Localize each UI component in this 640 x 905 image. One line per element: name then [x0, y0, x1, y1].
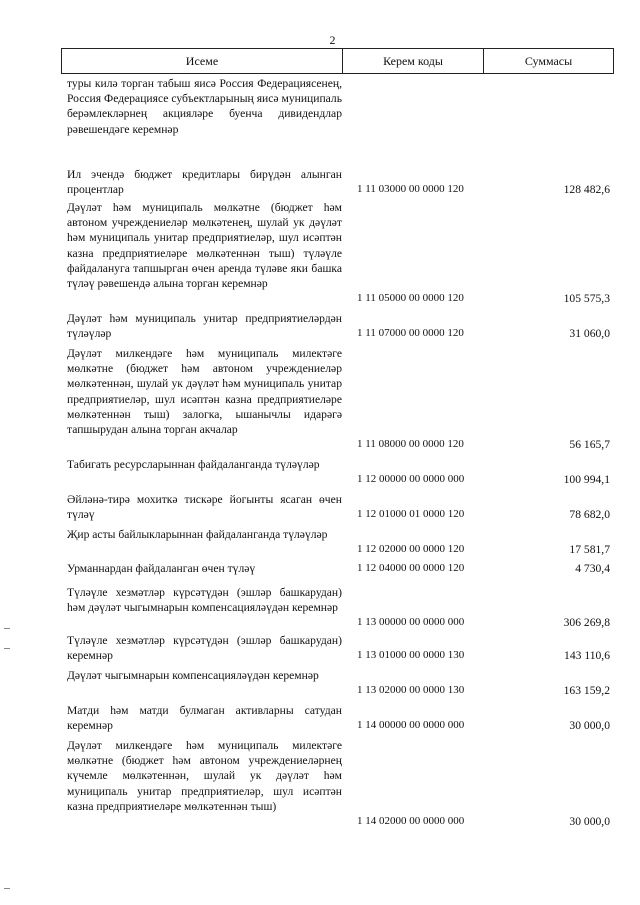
row-code: 1 11 03000 00 0000 120 [357, 183, 464, 195]
scan-mark [4, 648, 10, 649]
scan-mark [4, 628, 10, 629]
row-sum: 128 482,6 [563, 183, 610, 196]
row-code: 1 14 02000 00 0000 000 [357, 815, 465, 827]
row-name: Дәүләт милкендәге һәм муниципаль милектәге мөлкәтне (бюджет һәм автоном учреждениеләр мөлкәтеннән, шулай ук дәүләт һәм муниципаль унитар предприятиеләр, шул исәптән казна предприятиеләре мөлкәтеннән тыш) залогка, ышанычлы идарәгә тапшырудан алына торган акчалар [67, 347, 342, 437]
row-code: 1 13 00000 00 0000 000 [357, 616, 465, 628]
row-name: Дәүләт һәм муниципаль мөлкәтне (бюджет һәм автоном учреждениеләр мөлкәтенең, шулай ук дәүләт һәм муниципаль унитар предприятиеләр, шул исәптән казна предприятиеләре мөлкәтеннән тыш) түләүле файдалануга тапшырган өчен аренда түләве яки башка түләү рәвешендә алына торган керемнәр [67, 201, 342, 291]
row-name: Дәүләт милкендәге һәм муниципаль милектәге мөлкәтне (бюджет һәм автоном учреждениеләрнең күчемле мөлкәтеннән, шулай ук дәүләт һәм муниципаль унитар предприятиеләр, шул исәптән казна предприятиеләре мөлкәтеннән тыш) [67, 739, 342, 813]
page-number: 2 [329, 33, 336, 47]
row-name: Дәүләт чыгымнарын компенсацияләүдән керемнәр [67, 669, 319, 682]
row-code: 1 13 01000 00 0000 130 [357, 649, 465, 661]
row-sum: 163 159,2 [563, 684, 610, 697]
row-name: Матди һәм матди булмаган активларны сатудан керемнәр [67, 704, 342, 733]
row-name: Ил эчендә бюджет кредитлары бирүдән алынган процентлар [67, 168, 342, 197]
row-sum: 143 110,6 [564, 649, 610, 662]
row-name: Әйләнә-тирә мохиткә тискәре йогынты ясаган өчен түләү [67, 493, 342, 522]
row-code: 1 12 04000 00 0000 120 [357, 562, 465, 574]
table-header [61, 48, 614, 74]
row-code: 1 11 08000 00 0000 120 [357, 438, 464, 450]
row-code: 1 12 00000 00 0000 000 [357, 473, 465, 485]
row-name: Җир асты байлыкларыннан файдаланганда түләүләр [67, 528, 328, 541]
row-code: 1 11 05000 00 0000 120 [357, 292, 464, 304]
row-code: 1 14 00000 00 0000 000 [357, 719, 465, 731]
row-name: Дәүләт һәм муниципаль унитар предприятиеләрдән түләүләр [67, 312, 342, 341]
row-sum: 105 575,3 [563, 292, 610, 305]
row-name: Табигать ресурсларыннан файдаланганда түләүләр [67, 458, 320, 471]
row-code: 1 13 02000 00 0000 130 [357, 684, 465, 696]
row-name: Урманнардан файдаланган өчен түләү [67, 562, 256, 575]
row-code: 1 11 07000 00 0000 120 [357, 327, 464, 339]
row-sum: 30 000,0 [569, 719, 610, 732]
row-sum: 306 269,8 [563, 616, 610, 629]
header-name: Исеме [62, 49, 343, 73]
row-name: туры килә торган табыш яисә Россия Федерациясенең, Россия Федерациясе субъектларының яисә муниципаль берәмлекләрнең акцияләре буенча дивидендлар рәвешендәге керемнәр [67, 77, 342, 136]
row-sum: 4 730,4 [575, 562, 610, 575]
row-sum: 56 165,7 [569, 438, 610, 451]
row-sum: 100 994,1 [563, 473, 610, 486]
header-sum: Суммасы [524, 53, 573, 68]
header-code: Керем коды [343, 49, 484, 73]
scan-mark [4, 888, 10, 889]
row-name: Түләүле хезмәтләр күрсәтүдән (эшләр башкарудан) һәм дәүләт чыгымнарын компенсацияләүдән керемнәр [67, 586, 342, 615]
row-sum: 30 000,0 [569, 815, 610, 828]
row-code: 1 12 01000 01 0000 120 [357, 508, 465, 520]
row-code: 1 12 02000 00 0000 120 [357, 543, 465, 555]
row-name: Түләүле хезмәтләр күрсәтүдән (эшләр башкарудан) керемнәр [67, 634, 342, 663]
revenue-table [61, 48, 614, 828]
row-sum: 31 060,0 [569, 327, 610, 340]
row-sum: 78 682,0 [569, 508, 610, 521]
row-sum: 17 581,7 [569, 543, 610, 556]
